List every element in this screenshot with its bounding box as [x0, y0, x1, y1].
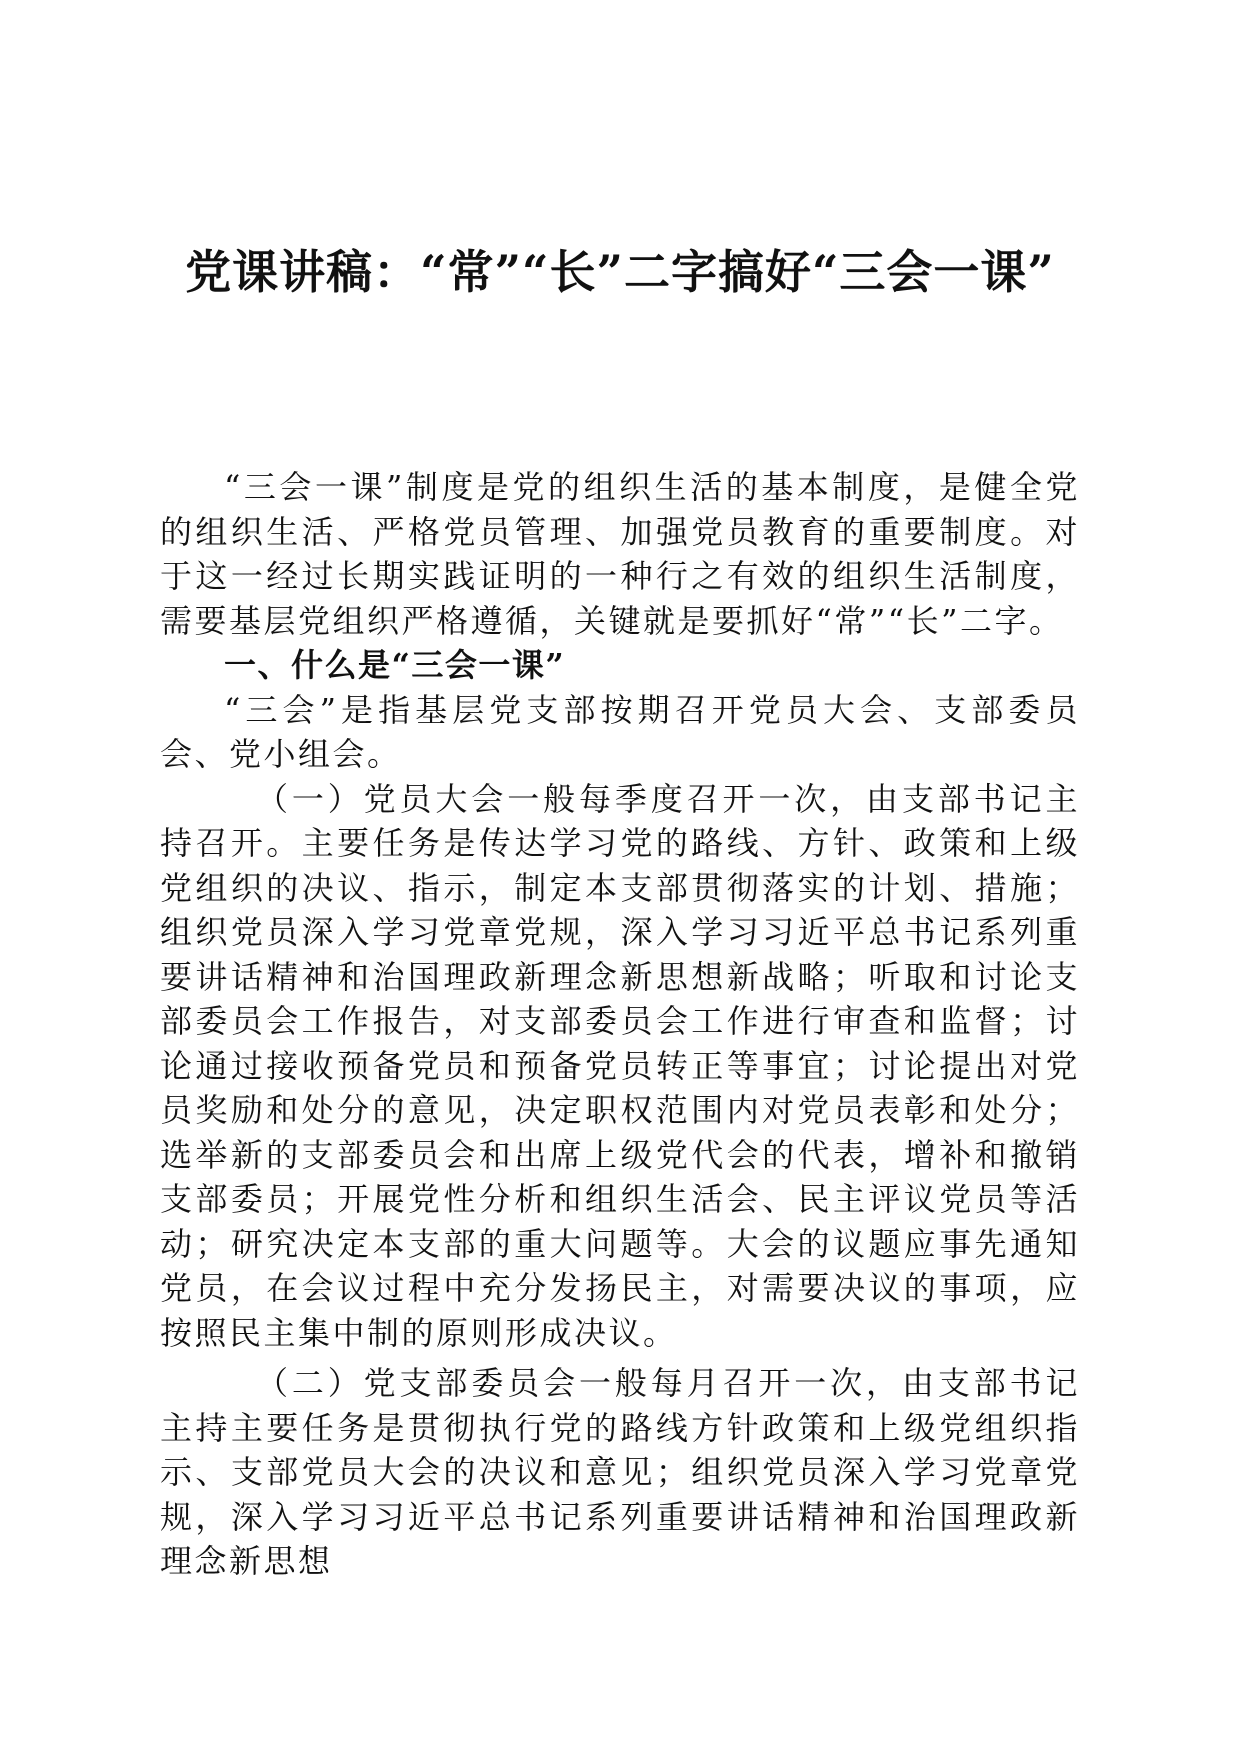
- paragraph-party-member-meeting: （一）党员大会一般每季度召开一次，由支部书记主持召开。主要任务是传达学习党的路线、方针、政策和上级党组织的决议、指示，制定本支部贯彻落实的计划、措施；组织党员深入学习党章党规，深入学习习近平总书记系列重要讲话精神和治国理政新理念新思想新战略；听取和讨论支部委员会工作报告，对支部委员会工作进行审查和监督；讨论通过接收预备党员和预备党员转正等事宜；讨论提出对党员奖励和处分的意见，决定职权范围内对党员表彰和处分；选举新的支部委员会和出席上级党代会的代表，增补和撤销支部委员；开展党性分析和组织生活会、民主评议党员等活动；研究决定本支部的重大问题等。大会的议题应事先通知党员，在会议过程中充分发扬民主，对需要决议的事项，应按照民主集中制的原则形成决议。: [160, 779, 1080, 1352]
- section-heading: 一、什么是“三会一课”: [224, 646, 566, 684]
- paragraph-intro: “三会一课”制度是党的组织生活的基本制度，是健全党的组织生活、严格党员管理、加强党员教育的重要制度。对于这一经过长期实践证明的一种行之有效的组织生活制度，需要基层党组织严格遵循，关键就是要抓好“常”“长”二字。: [160, 468, 1080, 640]
- document-body: [160, 465, 1080, 1584]
- document-title: 党课讲稿：“常”“长”二字搞好“三会一课”: [185, 245, 1055, 299]
- paragraph-branch-committee: （二）党支部委员会一般每月召开一次，由支部书记主持主要任务是贯彻执行党的路线方针政策和上级党组织指示、支部党员大会的决议和意见；组织党员深入学习党章党规，深入学习习近平总书记系列重要讲话精神和治国理政新理念新思想: [160, 1364, 1080, 1580]
- paragraph-three-meetings: “三会”是指基层党支部按期召开党员大会、支部委员会、党小组会。: [160, 690, 1080, 773]
